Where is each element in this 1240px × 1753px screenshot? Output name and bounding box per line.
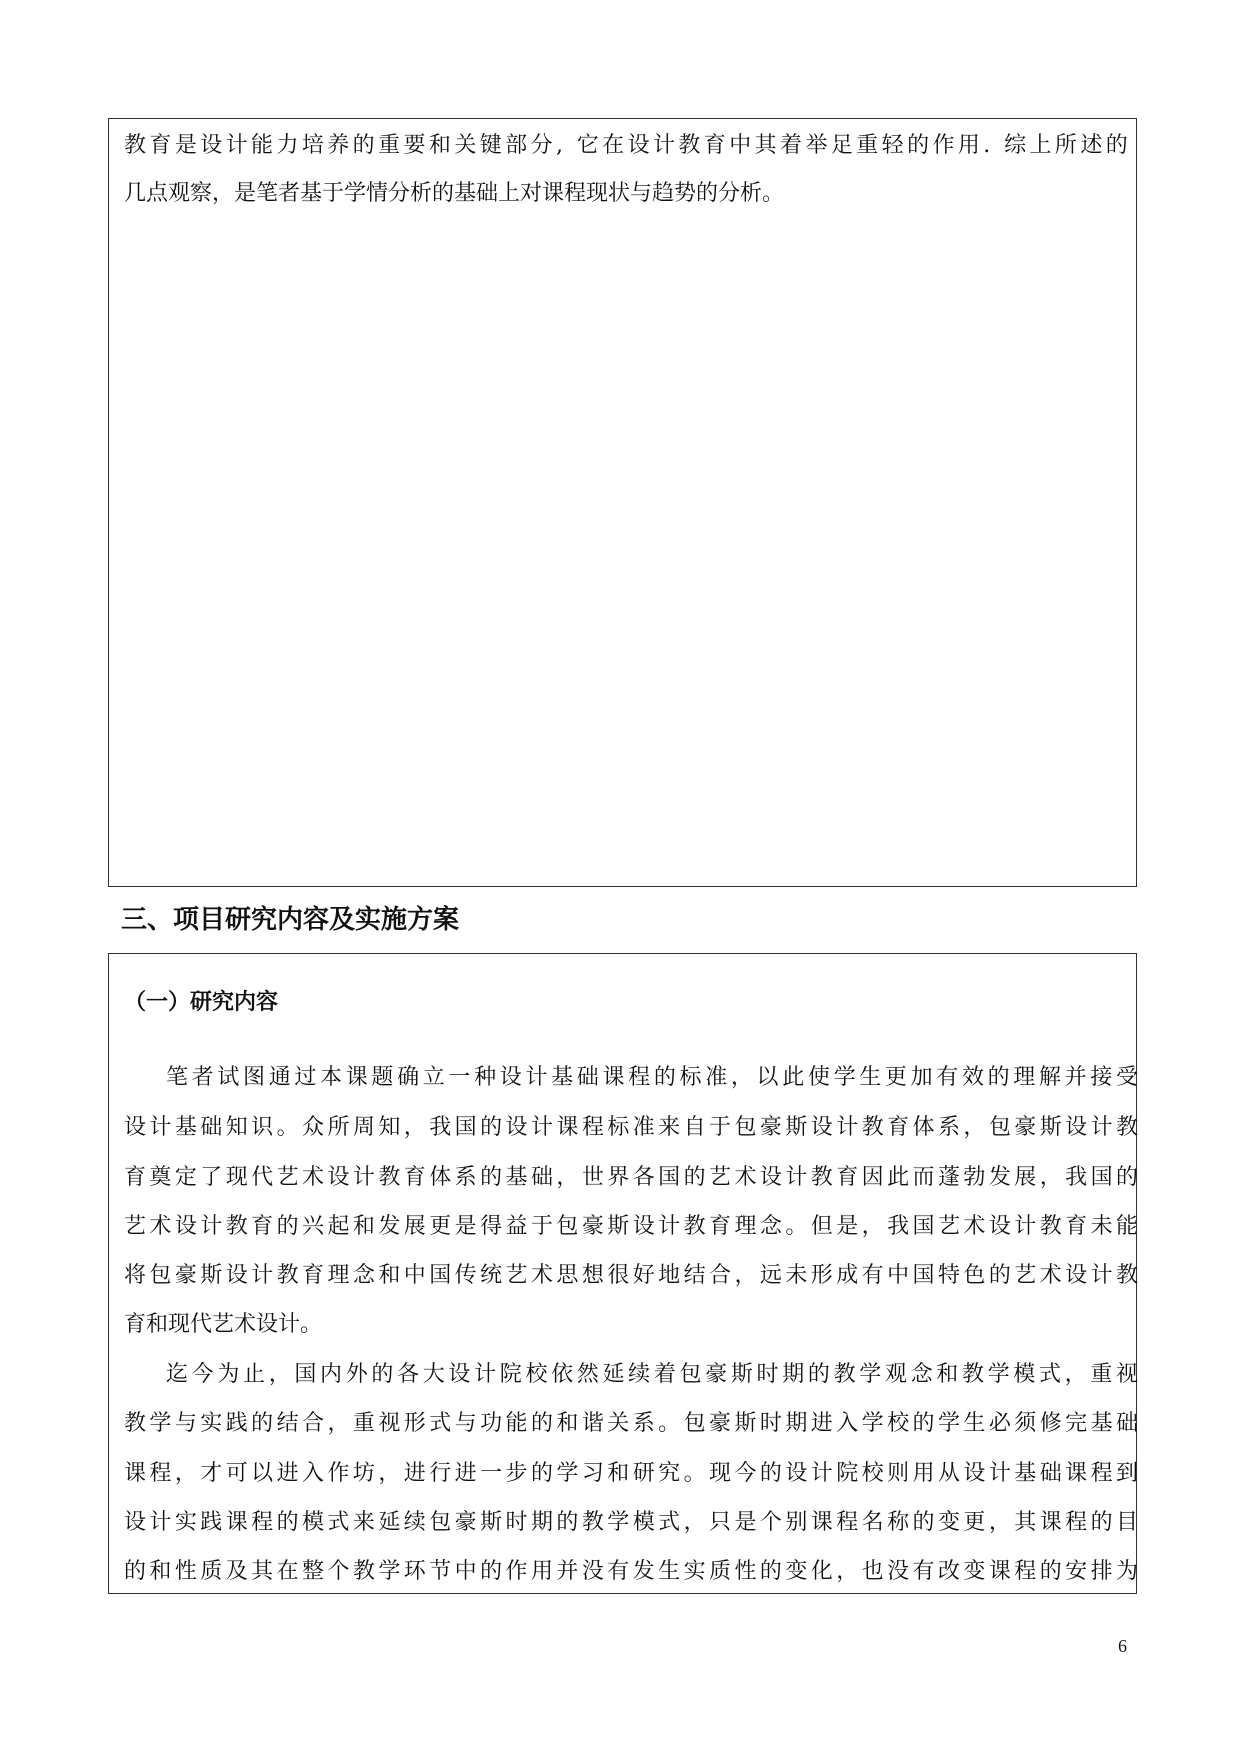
content-box-top (108, 118, 1137, 887)
paragraph-line: 设计基础知识。众所周知，我国的设计课程标准来自于包豪斯设计教育体系，包豪斯设计教 (124, 1115, 1142, 1140)
paragraph-line: 教育是设计能力培养的重要和关键部分, 它在设计教育中其着举足重轻的作用. 综上所述的 (124, 133, 1132, 158)
paragraph-line: 迄今为止，国内外的各大设计院校依然延续着包豪斯时期的教学观念和教学模式，重视 (166, 1362, 1142, 1387)
paragraph-line: 育奠定了现代艺术设计教育体系的基础，世界各国的艺术设计教育因此而蓬勃发展，我国的 (124, 1165, 1142, 1190)
section-heading: 三、项目研究内容及实施方案 (121, 905, 460, 935)
paragraph-line: 艺术设计教育的兴起和发展更是得益于包豪斯设计教育理念。但是，我国艺术设计教育未能 (124, 1214, 1142, 1239)
paragraph-line: 将包豪斯设计教育理念和中国传统艺术思想很好地结合，远未形成有中国特色的艺术设计教 (124, 1263, 1142, 1288)
paragraph-line: 课程，才可以进入作坊，进行进一步的学习和研究。现今的设计院校则用从设计基础课程到 (124, 1461, 1142, 1486)
paragraph-line: 设计实践课程的模式来延续包豪斯时期的教学模式，只是个别课程名称的变更，其课程的目 (124, 1510, 1142, 1535)
paragraph-line: 笔者试图通过本课题确立一种设计基础课程的标准，以此使学生更加有效的理解并接受 (166, 1065, 1142, 1090)
paragraph-line: 育和现代艺术设计。 (124, 1312, 323, 1337)
subsection-heading: （一）研究内容 (124, 989, 279, 1015)
paragraph-line: 的和性质及其在整个教学环节中的作用并没有发生实质性的变化，也没有改变课程的安排为 (124, 1559, 1142, 1584)
paragraph-line: 几点观察，是笔者基于学情分析的基础上对课程现状与趋势的分析。 (124, 181, 785, 206)
paragraph-line: 教学与实践的结合，重视形式与功能的和谐关系。包豪斯时期进入学校的学生必须修完基础 (124, 1411, 1142, 1436)
page-number: 6 (1118, 1636, 1127, 1656)
